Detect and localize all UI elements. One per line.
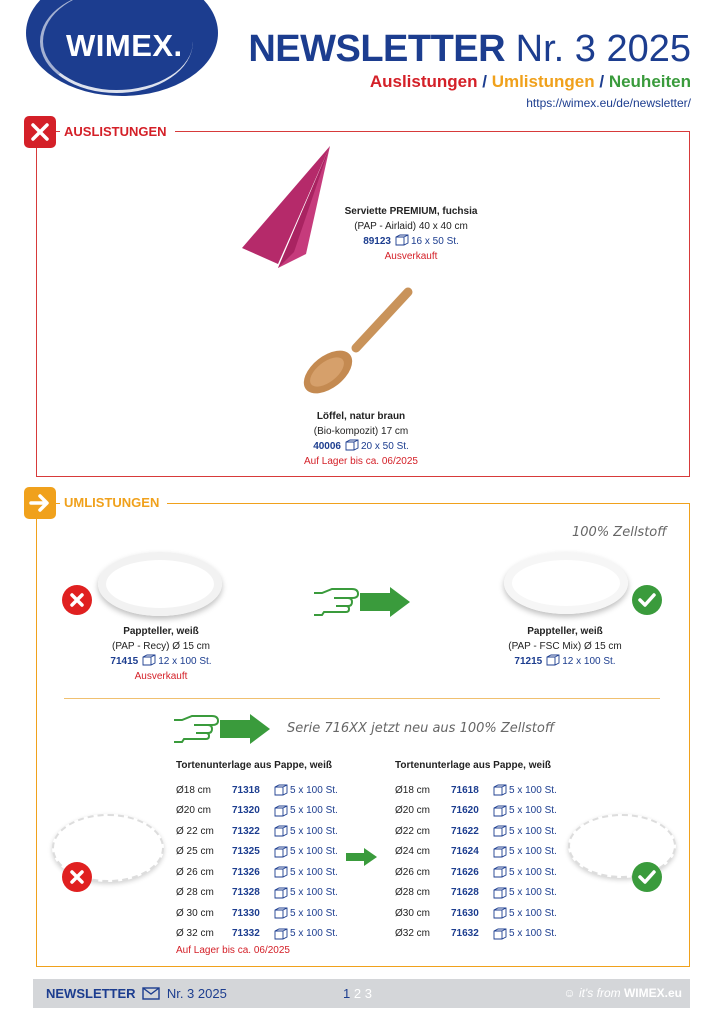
new-plate-info	[490, 624, 640, 669]
pack-size: 5 x 100 St.	[509, 928, 557, 940]
diameter: Ø22 cm	[395, 825, 431, 837]
check-badge-icon	[632, 585, 662, 615]
pack-size: 5 x 100 St.	[290, 866, 338, 878]
old-cake-board-table	[176, 760, 346, 956]
product-spec: (Bio-kompozit) 17 cm	[313, 426, 409, 437]
carton-icon	[345, 439, 359, 451]
pack-size: 5 x 100 St.	[290, 805, 338, 817]
subtitle-separator: /	[594, 72, 609, 91]
carton-icon	[493, 805, 507, 817]
product-name: Pappteller, weiß	[527, 626, 603, 637]
carton-icon	[274, 907, 288, 919]
carton-icon	[546, 654, 560, 666]
pack-size: 5 x 100 St.	[509, 887, 557, 899]
carton-icon	[493, 928, 507, 940]
stock-status: Ausverkauft	[384, 251, 438, 262]
old-plate-image	[98, 552, 222, 616]
table-row	[176, 862, 346, 883]
article-number: 71622	[451, 825, 479, 837]
pack-size: 5 x 100 St.	[509, 805, 557, 817]
newsletter-issue: Nr. 3 2025	[515, 28, 691, 70]
carton-icon	[274, 887, 288, 899]
cross-badge-icon	[62, 862, 92, 892]
article-number: 71320	[232, 805, 260, 817]
pack-size: 5 x 100 St.	[290, 887, 338, 899]
article-number: 71332	[232, 928, 260, 940]
diameter: Ø30 cm	[395, 907, 431, 919]
diameter: Ø18 cm	[395, 784, 431, 796]
carton-icon	[493, 887, 507, 899]
pack-size: 5 x 100 St.	[509, 784, 557, 796]
pack-size: 16 x 50 St.	[411, 236, 459, 247]
slogan-brand: WIMEX.eu	[623, 986, 682, 1000]
page-current[interactable]: 1	[343, 986, 351, 1001]
hand-arrow-icon	[312, 585, 412, 619]
table-row	[395, 842, 565, 863]
carton-icon	[274, 866, 288, 878]
newsletter-title-bold: NEWSLETTER	[248, 28, 506, 70]
diameter: Ø20 cm	[395, 805, 431, 817]
pack-size: 12 x 100 St.	[158, 656, 212, 667]
table-title: Tortenunterlage aus Pappe, weiß	[395, 760, 551, 771]
carton-icon	[274, 846, 288, 858]
stock-status: Auf Lager bis ca. 06/2025	[304, 456, 418, 467]
article-number: 71624	[451, 846, 479, 858]
table-row	[176, 801, 346, 822]
table-row	[176, 924, 346, 945]
umlistungen-heading: UMLISTUNGEN	[60, 495, 167, 510]
new-cake-board-table	[395, 760, 565, 944]
table-title: Tortenunterlage aus Pappe, weiß	[176, 760, 332, 771]
article-number: 71330	[232, 907, 260, 919]
diameter: Ø24 cm	[395, 846, 431, 858]
diameter: Ø 28 cm	[176, 887, 214, 899]
carton-icon	[274, 928, 288, 940]
subtitle-auslistungen: Auslistungen	[369, 72, 478, 91]
check-badge-icon	[632, 862, 662, 892]
pack-size: 5 x 100 St.	[290, 784, 338, 796]
article-number: 71618	[451, 784, 479, 796]
product-name: Serviette PREMIUM, fuchsia	[344, 206, 478, 217]
spoon-info	[286, 409, 436, 469]
envelope-icon	[142, 987, 160, 1000]
pack-size: 5 x 100 St.	[509, 846, 557, 858]
footer-issue: Nr. 3 2025	[166, 986, 227, 1001]
napkin-image	[238, 144, 336, 272]
pack-size: 5 x 100 St.	[290, 907, 338, 919]
product-name: Pappteller, weiß	[123, 626, 199, 637]
product-name: Löffel, natur braun	[316, 411, 406, 422]
table-row	[395, 780, 565, 801]
page-indicator	[343, 986, 372, 1001]
table-row	[395, 883, 565, 904]
article-number: 71628	[451, 887, 479, 899]
auslistungen-heading: AUSLISTUNGEN	[60, 124, 175, 139]
table-row	[395, 903, 565, 924]
carton-icon	[274, 784, 288, 796]
spoon-image	[298, 286, 418, 396]
carton-icon	[493, 866, 507, 878]
newsletter-url-link[interactable]: https://wimex.eu/de/newsletter/	[526, 96, 691, 110]
pack-size: 5 x 100 St.	[290, 846, 338, 858]
cross-badge-icon	[62, 585, 92, 615]
pack-size: 5 x 100 St.	[509, 866, 557, 878]
table-row	[176, 883, 346, 904]
pack-size: 5 x 100 St.	[290, 928, 338, 940]
newsletter-subtitle	[370, 72, 691, 92]
article-number: 71326	[232, 866, 260, 878]
stock-status: Auf Lager bis ca. 06/2025	[176, 945, 290, 956]
section-divider	[64, 698, 660, 699]
pack-size: 5 x 100 St.	[509, 907, 557, 919]
napkin-info	[336, 204, 486, 264]
table-row	[176, 842, 346, 863]
article-number: 71322	[232, 825, 260, 837]
old-plate-info	[86, 624, 236, 684]
carton-icon	[395, 234, 409, 246]
pack-size: 5 x 100 St.	[509, 825, 557, 837]
carton-icon	[493, 784, 507, 796]
diameter: Ø28 cm	[395, 887, 431, 899]
diameter: Ø32 cm	[395, 928, 431, 940]
carton-icon	[274, 805, 288, 817]
arrow-right-icon	[24, 487, 56, 519]
diameter: Ø 25 cm	[176, 846, 214, 858]
article-number: 71630	[451, 907, 479, 919]
article-number: 71325	[232, 846, 260, 858]
product-spec: (PAP - Airlaid) 40 x 40 cm	[354, 221, 468, 232]
new-plate-image	[504, 552, 628, 614]
article-number: 89123	[363, 236, 391, 247]
article-number: 71215	[514, 656, 543, 667]
footer-slogan	[563, 986, 682, 1000]
diameter: Ø 30 cm	[176, 907, 214, 919]
slogan-text: it's from	[579, 986, 621, 1000]
smile-icon: ☺	[563, 986, 576, 1000]
table-row	[395, 821, 565, 842]
table-row	[395, 924, 565, 945]
diameter: Ø26 cm	[395, 866, 431, 878]
footer-title	[46, 986, 227, 1001]
serie-note: Serie 716XX jetzt neu aus 100% Zellstoff	[287, 721, 555, 736]
table-row	[395, 801, 565, 822]
page-3-link[interactable]: 3	[364, 986, 372, 1001]
page-2-link[interactable]: 2	[353, 986, 362, 1001]
table-row	[176, 780, 346, 801]
subtitle-separator: /	[477, 72, 492, 91]
diameter: Ø18 cm	[176, 784, 212, 796]
stock-status: Ausverkauft	[134, 671, 188, 682]
logo-text: WIMEX.	[66, 28, 183, 63]
diameter: Ø 32 cm	[176, 928, 214, 940]
diameter: Ø 22 cm	[176, 825, 214, 837]
carton-icon	[142, 654, 156, 666]
subtitle-umlistungen: Umlistungen	[491, 72, 595, 91]
product-spec: (PAP - Recy) Ø 15 cm	[112, 641, 210, 652]
table-row	[395, 862, 565, 883]
carton-icon	[493, 825, 507, 837]
newsletter-title	[248, 28, 691, 71]
diameter: Ø 26 cm	[176, 866, 214, 878]
pack-size: 12 x 100 St.	[562, 656, 616, 667]
footer-title-bold: NEWSLETTER	[46, 986, 136, 1001]
carton-icon	[493, 846, 507, 858]
subtitle-neuheiten: Neuheiten	[608, 72, 691, 91]
carton-icon	[274, 825, 288, 837]
article-number: 40006	[313, 441, 341, 452]
article-number: 71328	[232, 887, 260, 899]
arrow-right-icon	[346, 848, 378, 866]
carton-icon	[493, 907, 507, 919]
article-number: 71620	[451, 805, 479, 817]
article-number: 71318	[232, 784, 260, 796]
article-number: 71626	[451, 866, 479, 878]
pack-size: 5 x 100 St.	[290, 825, 338, 837]
article-number: 71415	[110, 656, 139, 667]
table-row	[176, 903, 346, 924]
x-icon	[24, 116, 56, 148]
hand-arrow-icon	[172, 712, 272, 746]
table-row	[176, 821, 346, 842]
product-spec: (PAP - FSC Mix) Ø 15 cm	[508, 641, 622, 652]
diameter: Ø20 cm	[176, 805, 212, 817]
article-number: 71632	[451, 928, 479, 940]
zellstoff-note: 100% Zellstoff	[572, 525, 667, 540]
pack-size: 20 x 50 St.	[361, 441, 409, 452]
